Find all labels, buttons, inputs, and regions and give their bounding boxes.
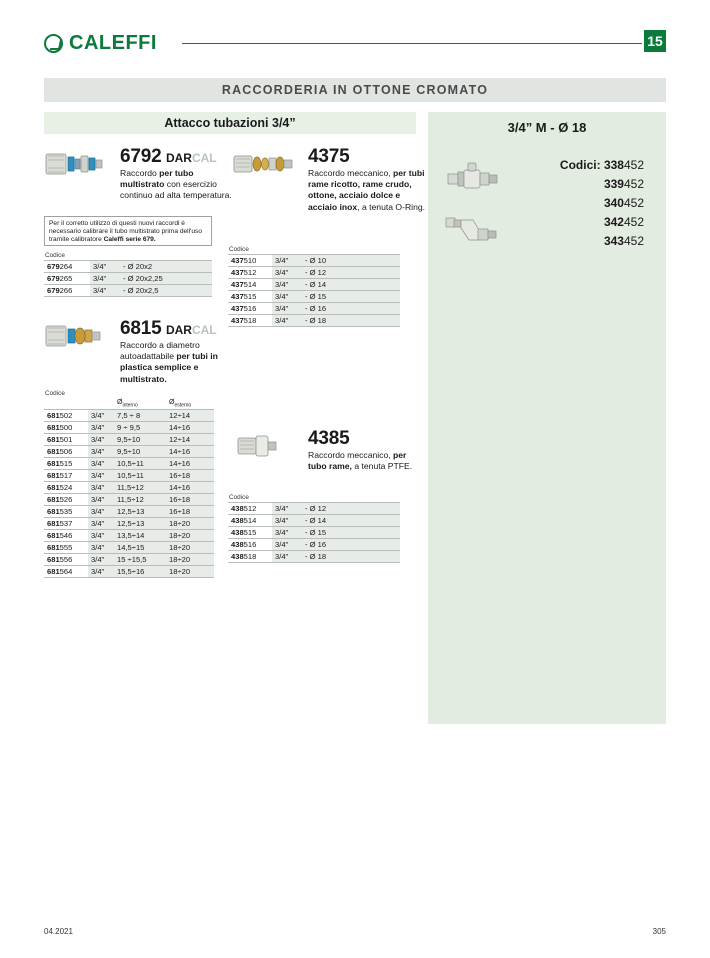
r681-5-c3: 10,5÷11 bbox=[114, 470, 166, 482]
table-row bbox=[228, 303, 400, 315]
product-679-code bbox=[120, 146, 217, 168]
r681-7-c4: 16÷18 bbox=[166, 494, 214, 506]
r681-5-l: 517 bbox=[59, 471, 73, 481]
r437-2-c2: 3/4" bbox=[272, 279, 302, 291]
r681-3-c4: 14÷16 bbox=[166, 446, 214, 458]
r437-1-l: 512 bbox=[243, 268, 257, 277]
r681-3-l: 506 bbox=[59, 447, 73, 457]
product-437-code-tail: 5 bbox=[339, 146, 350, 167]
r681-1-c4: 14÷16 bbox=[166, 422, 214, 434]
table-row bbox=[44, 566, 214, 578]
codici-row-2 bbox=[560, 194, 644, 213]
r681-0-c2: 3/4" bbox=[88, 410, 114, 422]
r681-12-c2: 3/4" bbox=[88, 554, 114, 566]
section-title: RACCORDERIA IN OTTONE CROMATO bbox=[221, 83, 489, 97]
product-681-table-caption: Codice bbox=[45, 390, 65, 397]
r681-12-l: 556 bbox=[59, 555, 73, 565]
r437-5-c2: 3/4" bbox=[272, 315, 302, 327]
r438-1-b: 438 bbox=[231, 516, 244, 525]
r437-0-l: 510 bbox=[243, 256, 257, 265]
r437-3-l: 515 bbox=[243, 292, 257, 301]
r681-2-b: 681 bbox=[47, 435, 60, 445]
r681-13-c2: 3/4" bbox=[88, 566, 114, 578]
product-679-note-text: Per il corretto utilizzo di questi nuovi raccordi è necessario calibrare il tubo multistrato prima dell'uso tramite calibratore Caleffi serie 679. bbox=[49, 220, 202, 244]
r681-3-b: 681 bbox=[47, 447, 60, 457]
product-438-code bbox=[308, 428, 349, 450]
r681-8-l: 535 bbox=[59, 507, 73, 517]
table-row bbox=[228, 279, 400, 291]
header-interno: $Ø_{interno}$ bbox=[117, 399, 138, 409]
fitting-illustration-437 bbox=[232, 148, 304, 180]
codici-0-light: 452 bbox=[623, 158, 644, 172]
r681-9-b: 681 bbox=[47, 519, 60, 529]
r437-4-c2: 3/4" bbox=[272, 303, 302, 315]
table-row bbox=[44, 482, 214, 494]
codici-3-bold: 342 bbox=[603, 215, 624, 229]
r681-6-c2: 3/4" bbox=[88, 482, 114, 494]
table-row bbox=[44, 506, 214, 518]
fitting-illustration-681 bbox=[44, 320, 108, 352]
r681-1-b: 681 bbox=[47, 423, 60, 433]
r681-8-c3: 12,5÷13 bbox=[114, 506, 166, 518]
product-681-description: Raccordo a diametro autoadattabile per tubi in plastica semplice e multistrato. bbox=[120, 340, 218, 384]
r681-11-c2: 3/4" bbox=[88, 542, 114, 554]
table-row bbox=[44, 434, 214, 446]
r437-3-c2: 3/4" bbox=[272, 291, 302, 303]
r681-10-c3: 13,5÷14 bbox=[114, 530, 166, 542]
r437-4-l: 516 bbox=[243, 304, 257, 313]
r681-4-c2: 3/4" bbox=[88, 458, 114, 470]
table-row bbox=[44, 554, 214, 566]
product-681-darcal bbox=[166, 323, 217, 337]
r681-6-c3: 11,5÷12 bbox=[114, 482, 166, 494]
r681-11-l: 555 bbox=[59, 543, 73, 553]
r681-9-c4: 18÷20 bbox=[166, 518, 214, 530]
product-681-code-number: 681 bbox=[120, 318, 152, 339]
left-column-heading bbox=[44, 112, 416, 134]
product-437-table-caption: Codice bbox=[229, 246, 249, 253]
r681-12-c4: 18÷20 bbox=[166, 554, 214, 566]
footer-date: 04.2021 bbox=[44, 927, 73, 936]
product-681-table bbox=[44, 390, 220, 578]
r681-6-l: 524 bbox=[59, 483, 73, 493]
table-row bbox=[228, 503, 400, 515]
r437-5-b: 437 bbox=[231, 316, 244, 325]
table-row bbox=[44, 470, 214, 482]
table-row bbox=[44, 410, 214, 422]
r681-1-c3: 9 ÷ 9,5 bbox=[114, 422, 166, 434]
r438-4-b: 438 bbox=[231, 552, 244, 561]
r681-4-l: 515 bbox=[59, 459, 73, 469]
product-438-code-tail: 5 bbox=[339, 428, 350, 449]
codici-4-light: 452 bbox=[623, 234, 644, 248]
r679-1-c2: 3/4" bbox=[90, 273, 120, 285]
section-title-band bbox=[44, 78, 666, 102]
product-679-code-number: 679 bbox=[120, 146, 152, 167]
table-row bbox=[228, 255, 400, 267]
r437-4-c3: - Ø 16 bbox=[302, 303, 400, 315]
product-679-darcal bbox=[166, 151, 217, 165]
r681-1-c2: 3/4" bbox=[88, 422, 114, 434]
r438-2-c3: - Ø 15 bbox=[302, 527, 400, 539]
r681-6-c4: 14÷16 bbox=[166, 482, 214, 494]
r437-1-c3: - Ø 12 bbox=[302, 267, 400, 279]
r438-0-l: 512 bbox=[243, 504, 257, 513]
table-row bbox=[228, 291, 400, 303]
r438-1-c2: 3/4" bbox=[272, 515, 302, 527]
r679-2-c2: 3/4" bbox=[90, 285, 120, 297]
r437-5-l: 518 bbox=[243, 316, 257, 325]
fitting-illustration-438 bbox=[236, 430, 296, 462]
r681-6-b: 681 bbox=[47, 483, 60, 493]
r681-4-b: 681 bbox=[47, 459, 60, 469]
r681-5-b: 681 bbox=[47, 471, 60, 481]
table-row bbox=[228, 527, 400, 539]
table-row bbox=[44, 542, 214, 554]
r438-0-b: 438 bbox=[231, 504, 244, 513]
table-row bbox=[228, 315, 400, 327]
left-column-heading-label: Attacco tubazioni 3/4” bbox=[164, 116, 296, 130]
product-437-description: Raccordo meccanico, per tubi rame ricotto, rame crudo, ottone, acciaio dolce e acciaio inox, a tenuta O-Ring. bbox=[308, 168, 426, 212]
table-row bbox=[44, 261, 212, 273]
table-row bbox=[228, 267, 400, 279]
table-row bbox=[44, 518, 214, 530]
caleffi-logo bbox=[44, 32, 157, 55]
r681-0-l: 502 bbox=[59, 411, 73, 421]
r437-1-b: 437 bbox=[231, 268, 244, 277]
r679-1-c3: - Ø 20x2,25 bbox=[120, 273, 212, 285]
r681-9-c3: 12,5÷13 bbox=[114, 518, 166, 530]
r681-12-b: 681 bbox=[47, 555, 60, 565]
codici-0-bold: 338 bbox=[603, 158, 624, 172]
darcal-dar-681: DAR bbox=[165, 323, 192, 337]
product-437-code bbox=[308, 146, 349, 168]
product-438-description: Raccordo meccanico, per tubo rame, a tenuta PTFE. bbox=[308, 450, 413, 472]
table-row bbox=[228, 515, 400, 527]
r681-10-c2: 3/4" bbox=[88, 530, 114, 542]
r681-11-b: 681 bbox=[47, 543, 60, 553]
right-panel-title: 3/4” M - Ø 18 bbox=[507, 120, 587, 135]
r681-13-c4: 18÷20 bbox=[166, 566, 214, 578]
table-row bbox=[228, 551, 400, 563]
r681-9-l: 537 bbox=[59, 519, 73, 529]
r437-2-l: 514 bbox=[243, 280, 257, 289]
codici-1-bold: 339 bbox=[603, 177, 624, 191]
r437-3-b: 437 bbox=[231, 292, 244, 301]
codici-label: Codici: bbox=[559, 158, 601, 172]
r437-2-b: 437 bbox=[231, 280, 244, 289]
table-row bbox=[44, 422, 214, 434]
r681-7-l: 526 bbox=[59, 495, 73, 505]
product-679-code-tail: 2 bbox=[151, 146, 162, 167]
r681-2-l: 501 bbox=[59, 435, 73, 445]
r681-10-c4: 18÷20 bbox=[166, 530, 214, 542]
r437-5-c3: - Ø 18 bbox=[302, 315, 400, 327]
r438-3-b: 438 bbox=[231, 540, 244, 549]
r438-4-l: 518 bbox=[243, 552, 257, 561]
r438-0-c3: - Ø 12 bbox=[302, 503, 400, 515]
product-437-code-number: 437 bbox=[308, 146, 340, 167]
product-681-code-tail: 5 bbox=[151, 318, 162, 339]
r681-8-b: 681 bbox=[47, 507, 60, 517]
table-row bbox=[44, 494, 214, 506]
r681-3-c2: 3/4" bbox=[88, 446, 114, 458]
r681-2-c4: 12÷14 bbox=[166, 434, 214, 446]
r679-1-b: 679 bbox=[47, 274, 60, 283]
r681-12-c3: 15 ÷15,5 bbox=[114, 554, 166, 566]
r437-3-c3: - Ø 15 bbox=[302, 291, 400, 303]
r679-2-l: 266 bbox=[59, 286, 73, 295]
codici-list bbox=[560, 156, 644, 251]
r681-7-c3: 11,5÷12 bbox=[114, 494, 166, 506]
r438-0-c2: 3/4" bbox=[272, 503, 302, 515]
product-438-table-caption: Codice bbox=[229, 494, 249, 501]
table-679 bbox=[44, 260, 212, 297]
table-681 bbox=[44, 398, 214, 578]
r438-4-c2: 3/4" bbox=[272, 551, 302, 563]
r679-0-c2: 3/4" bbox=[90, 261, 120, 273]
fitting-illustration-679 bbox=[44, 148, 108, 180]
r679-2-b: 679 bbox=[47, 286, 60, 295]
product-438-code-number: 438 bbox=[308, 428, 340, 449]
r681-13-c3: 15,5÷16 bbox=[114, 566, 166, 578]
table-row bbox=[44, 458, 214, 470]
r681-0-c4: 12÷14 bbox=[166, 410, 214, 422]
table-row bbox=[44, 273, 212, 285]
r438-3-c3: - Ø 16 bbox=[302, 539, 400, 551]
r438-3-l: 516 bbox=[243, 540, 257, 549]
r437-0-c3: - Ø 10 bbox=[302, 255, 400, 267]
header-esterno: $Ø_{esterno}$ bbox=[169, 399, 192, 409]
darcal-cal-679: CAL bbox=[191, 151, 217, 165]
r681-10-b: 681 bbox=[47, 531, 60, 541]
r437-2-c3: - Ø 14 bbox=[302, 279, 400, 291]
r681-5-c4: 16÷18 bbox=[166, 470, 214, 482]
table-row bbox=[228, 539, 400, 551]
r438-3-c2: 3/4" bbox=[272, 539, 302, 551]
r681-8-c2: 3/4" bbox=[88, 506, 114, 518]
r681-11-c3: 14,5÷15 bbox=[114, 542, 166, 554]
table-438 bbox=[228, 502, 400, 563]
r437-1-c2: 3/4" bbox=[272, 267, 302, 279]
r437-4-b: 437 bbox=[231, 304, 244, 313]
r681-4-c4: 14÷16 bbox=[166, 458, 214, 470]
r681-1-l: 500 bbox=[59, 423, 73, 433]
table-437 bbox=[228, 254, 400, 327]
codici-2-bold: 340 bbox=[603, 196, 624, 210]
r679-0-l: 264 bbox=[59, 262, 73, 271]
r438-4-c3: - Ø 18 bbox=[302, 551, 400, 563]
header-divider bbox=[182, 43, 642, 44]
table-row bbox=[44, 285, 212, 297]
valve-illustration-2 bbox=[442, 212, 502, 248]
r437-0-c2: 3/4" bbox=[272, 255, 302, 267]
chapter-badge: 15 bbox=[644, 30, 666, 52]
r681-9-c2: 3/4" bbox=[88, 518, 114, 530]
r681-3-c3: 9,5÷10 bbox=[114, 446, 166, 458]
r681-13-l: 564 bbox=[59, 567, 73, 577]
codici-4-bold: 343 bbox=[603, 234, 624, 248]
r681-0-c3: 7,5 ÷ 8 bbox=[114, 410, 166, 422]
r679-1-l: 265 bbox=[59, 274, 73, 283]
r681-5-c2: 3/4" bbox=[88, 470, 114, 482]
table-row bbox=[44, 530, 214, 542]
product-681-code bbox=[120, 318, 217, 340]
page-header bbox=[44, 30, 666, 62]
r438-2-l: 515 bbox=[243, 528, 257, 537]
r681-11-c4: 18÷20 bbox=[166, 542, 214, 554]
r681-13-b: 681 bbox=[47, 567, 60, 577]
valve-illustration-1 bbox=[442, 160, 502, 196]
darcal-dar-679: DAR bbox=[165, 151, 192, 165]
r681-0-b: 681 bbox=[47, 411, 60, 421]
product-438-table bbox=[228, 494, 404, 563]
product-437-table bbox=[228, 246, 404, 327]
r438-1-c3: - Ø 14 bbox=[302, 515, 400, 527]
r681-7-b: 681 bbox=[47, 495, 60, 505]
product-679-table-caption: Codice bbox=[45, 252, 65, 259]
r438-1-l: 514 bbox=[243, 516, 257, 525]
r681-2-c3: 9,5÷10 bbox=[114, 434, 166, 446]
r438-2-c2: 3/4" bbox=[272, 527, 302, 539]
product-679-note bbox=[44, 216, 212, 246]
right-panel bbox=[428, 112, 666, 724]
r681-7-c2: 3/4" bbox=[88, 494, 114, 506]
brand-name: CALEFFI bbox=[69, 32, 157, 54]
product-679-table bbox=[44, 252, 212, 297]
product-679-description: Raccordo per tubo multistrato con esercizio continuo ad alta temperatura. bbox=[120, 168, 232, 201]
codici-3-light: 452 bbox=[623, 215, 644, 229]
table-row bbox=[44, 446, 214, 458]
r681-8-c4: 16÷18 bbox=[166, 506, 214, 518]
r681-4-c3: 10,5÷11 bbox=[114, 458, 166, 470]
codici-row-3 bbox=[560, 213, 644, 232]
darcal-cal-681: CAL bbox=[191, 323, 217, 337]
footer-page-number: 305 bbox=[652, 927, 666, 936]
codici-row-1 bbox=[560, 175, 644, 194]
r437-0-b: 437 bbox=[231, 256, 244, 265]
codici-row-4 bbox=[560, 232, 644, 251]
r679-0-b: 679 bbox=[47, 262, 60, 271]
r681-2-c2: 3/4" bbox=[88, 434, 114, 446]
codici-row-0 bbox=[560, 156, 644, 175]
codici-1-light: 452 bbox=[623, 177, 644, 191]
caleffi-logo-icon bbox=[44, 34, 63, 53]
r681-10-l: 546 bbox=[59, 531, 73, 541]
r438-2-b: 438 bbox=[231, 528, 244, 537]
table-header-row bbox=[44, 398, 214, 410]
r679-0-c3: - Ø 20x2 bbox=[120, 261, 212, 273]
codici-2-light: 452 bbox=[623, 196, 644, 210]
r679-2-c3: - Ø 20x2,5 bbox=[120, 285, 212, 297]
